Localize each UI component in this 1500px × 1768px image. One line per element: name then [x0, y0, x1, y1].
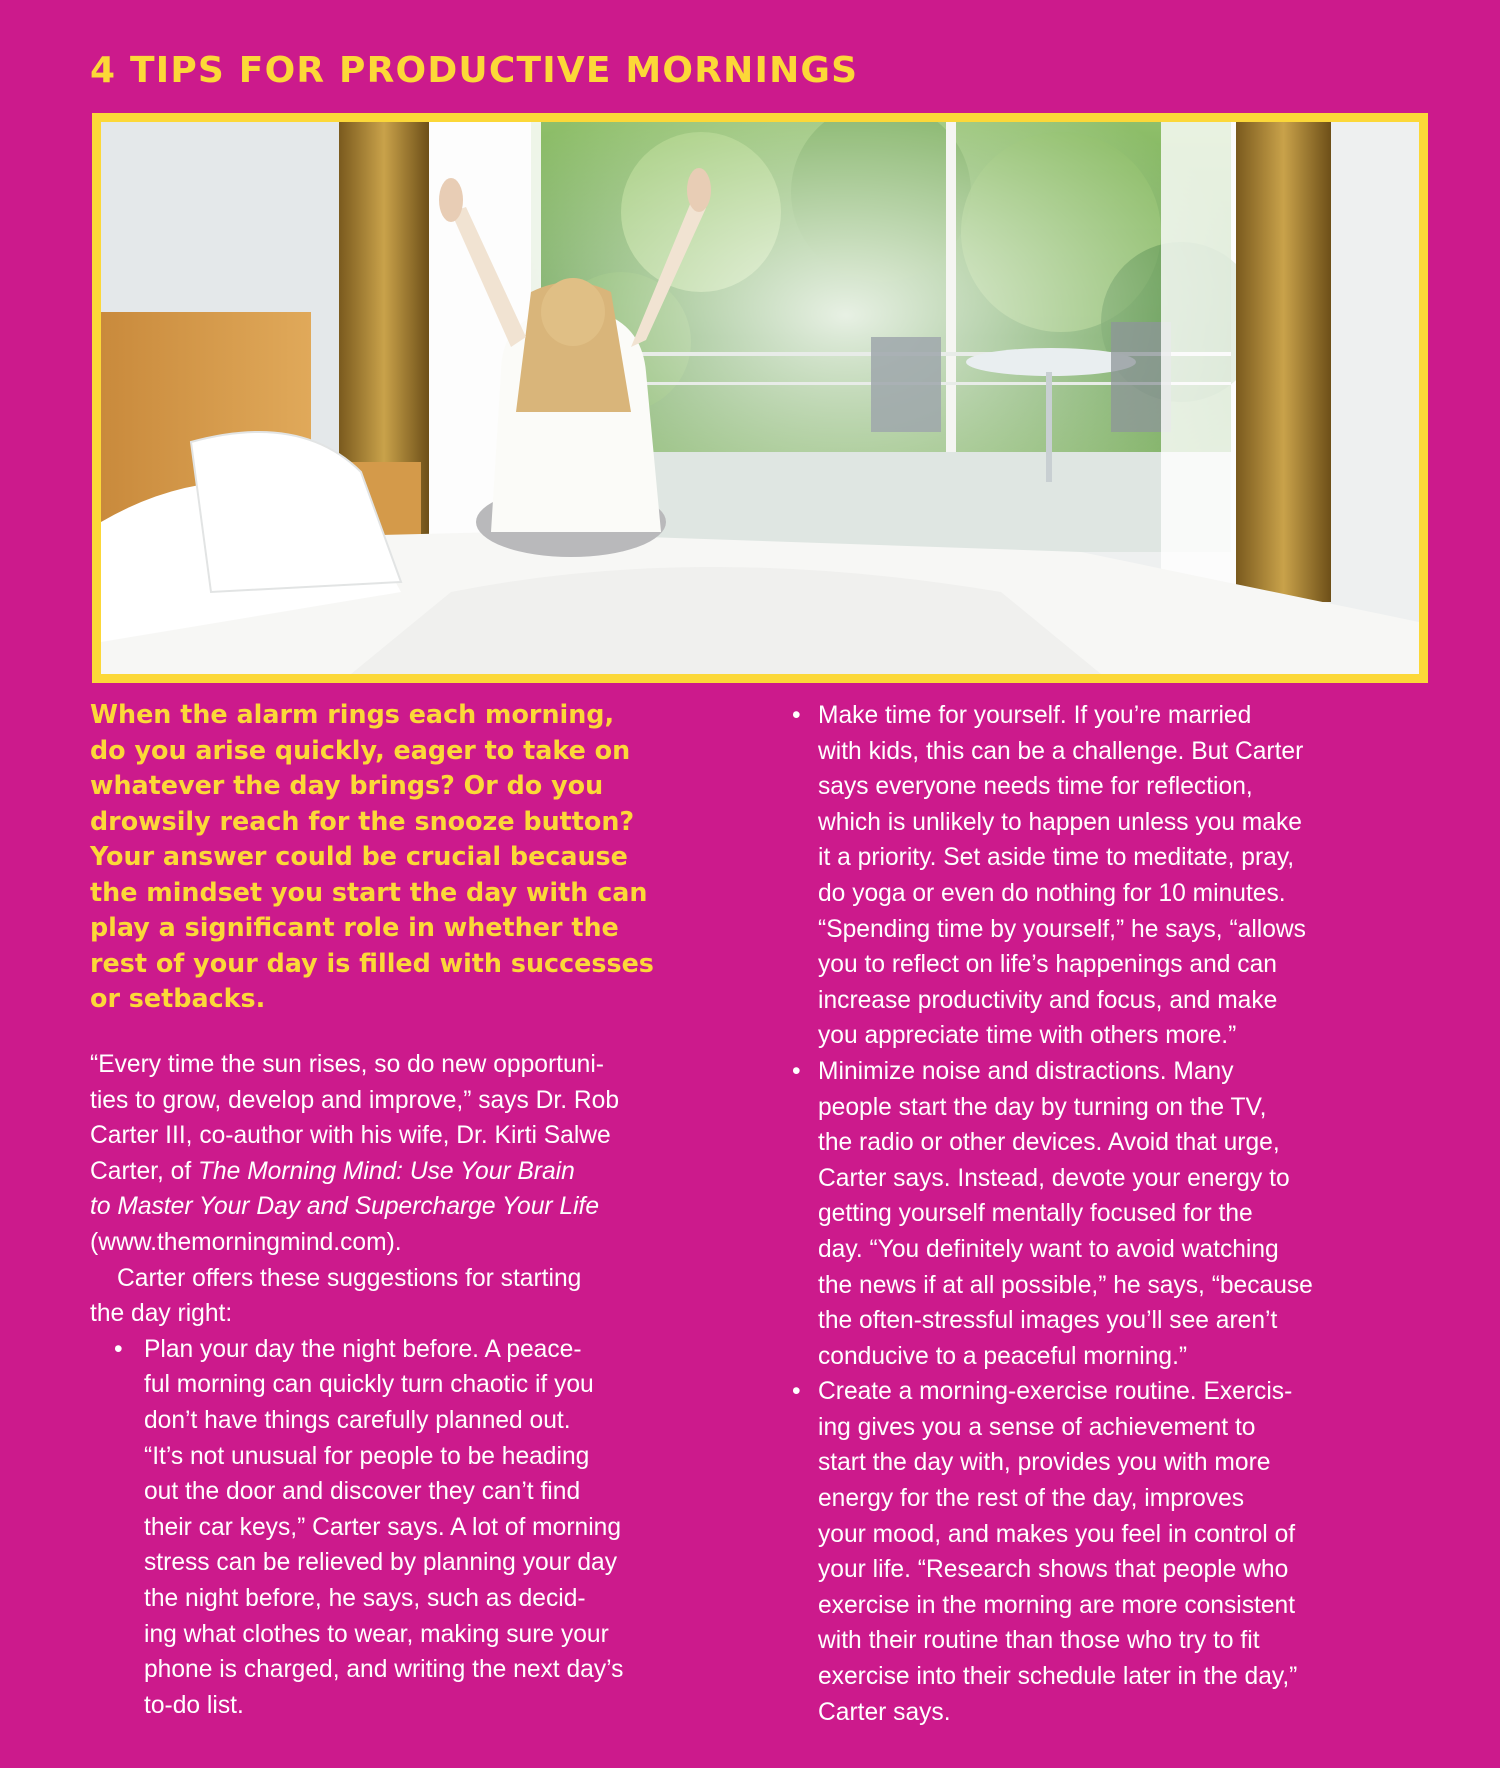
- book-line-prefix: Carter, of: [90, 1157, 198, 1185]
- tip-line: Minimize noise and distractions. Many: [818, 1057, 1234, 1085]
- bullet-icon: •: [792, 1057, 801, 1085]
- tip-line: exercise into their schedule later in the day,”: [818, 1663, 1298, 1691]
- bullet-icon: •: [792, 1378, 801, 1406]
- intro-line: Your answer could be crucial because: [90, 841, 628, 871]
- intro-paragraph: [90, 697, 750, 1017]
- tip-line: their car keys,” Carter says. A lot of morning: [144, 1513, 622, 1541]
- intro-line: the mindset you start the day with can: [90, 876, 648, 907]
- book-title: to Master Your Day and Supercharge Your Life: [90, 1193, 600, 1221]
- tip-item: [792, 1374, 1427, 1730]
- tip-line: out the door and discover they can’t find: [144, 1478, 581, 1506]
- suggestions-intro: [90, 1261, 730, 1332]
- body-line: Carter III, co-author with his wife, Dr. Kirti Salwe: [90, 1122, 611, 1150]
- tip-line: you to reflect on life’s happenings and can: [818, 951, 1277, 979]
- tip-line: “Spending time by yourself,” he says, “allows: [818, 915, 1306, 943]
- body-line: [90, 1154, 730, 1190]
- bullet-icon: •: [792, 702, 801, 729]
- tip-line: with kids, this can be a challenge. But Carter: [818, 737, 1304, 765]
- tip-line: the radio or other devices. Avoid that urge,: [818, 1129, 1280, 1157]
- tip-line: your life. “Research shows that people who: [818, 1556, 1289, 1584]
- quote-paragraph: [90, 1047, 730, 1261]
- bedroom-illustration: [101, 122, 1419, 674]
- tip-line: increase productivity and focus, and make: [818, 986, 1278, 1014]
- tip-line: phone is charged, and writing the next day’s: [144, 1656, 624, 1684]
- tip-line: ful morning can quickly turn chaotic if you: [144, 1371, 594, 1399]
- tip-line: the night before, he says, such as decid-: [144, 1584, 586, 1612]
- tip-line: people start the day by turning on the TV,: [818, 1093, 1267, 1121]
- tip-line: day. “You definitely want to avoid watching: [818, 1235, 1279, 1263]
- intro-line: do you arise quickly, eager to take on: [90, 734, 631, 765]
- article-title: 4 TIPS FOR PRODUCTIVE MORNINGS: [90, 50, 859, 91]
- tip-line: it a priority. Set aside time to meditate, pray,: [818, 844, 1295, 872]
- tip-line: do yoga or even do nothing for 10 minutes.: [818, 879, 1286, 907]
- tip-line: conducive to a peaceful morning.”: [818, 1342, 1188, 1370]
- intro-line: play a significant role in whether the: [90, 912, 619, 942]
- body-line: Carter offers these suggestions for starting: [117, 1264, 582, 1292]
- tip-line: energy for the rest of the day, improves: [818, 1485, 1245, 1513]
- tip-line: stress can be relieved by planning your day: [144, 1549, 618, 1577]
- tip-line: the news if at all possible,” he says, “because: [818, 1271, 1313, 1299]
- tip-line: Create a morning-exercise routine. Exercis-: [818, 1378, 1293, 1406]
- tip-line: don’t have things carefully planned out.: [144, 1406, 571, 1434]
- tip-line: which is unlikely to happen unless you make: [818, 808, 1302, 836]
- tips-list: [90, 1332, 730, 1724]
- tip-line: getting yourself mentally focused for the: [818, 1200, 1253, 1228]
- website-line: (www.themorningmind.com).: [90, 1228, 402, 1256]
- book-title: The Morning Mind: Use Your Brain: [197, 1157, 575, 1185]
- intro-line: or setbacks.: [90, 983, 266, 1013]
- body-line: “Every time the sun rises, so do new opportuni-: [90, 1051, 604, 1078]
- body-line: the day right:: [90, 1300, 233, 1328]
- tips-list: [792, 698, 1427, 1730]
- right-column: [792, 698, 1427, 1730]
- tip-line: says everyone needs time for reflection,: [818, 773, 1253, 801]
- tip-line: Carter says.: [818, 1698, 951, 1726]
- intro-line: When the alarm rings each morning,: [90, 699, 615, 729]
- left-column: [90, 1047, 730, 1723]
- tip-item: [792, 698, 1427, 1054]
- tip-line: Plan your day the night before. A peace-: [144, 1335, 582, 1363]
- hero-photo: [92, 113, 1428, 683]
- tip-item: [90, 1332, 730, 1724]
- body-line: [90, 1189, 730, 1225]
- intro-line: rest of your day is filled with successes: [90, 947, 654, 978]
- tip-line: to-do list.: [144, 1691, 244, 1719]
- tip-line: your mood, and makes you feel in control of: [818, 1520, 1296, 1548]
- tip-line: Carter says. Instead, devote your energy to: [818, 1164, 1290, 1192]
- tip-line: ing gives you a sense of achievement to: [818, 1413, 1256, 1441]
- body-line: ties to grow, develop and improve,” says Dr. Rob: [90, 1086, 620, 1114]
- tip-line: ing what clothes to wear, making sure your: [144, 1620, 609, 1648]
- tip-line: you appreciate time with others more.”: [818, 1022, 1237, 1050]
- tip-line: “It’s not unusual for people to be heading: [144, 1442, 590, 1470]
- tip-line: the often-stressful images you’ll see aren’t: [818, 1307, 1278, 1335]
- intro-line: drowsily reach for the snooze button?: [90, 805, 635, 836]
- tip-line: start the day with, provides you with more: [818, 1449, 1271, 1477]
- bullet-icon: •: [114, 1335, 123, 1363]
- tip-item: [792, 1054, 1427, 1374]
- intro-line: whatever the day brings? Or do you: [90, 770, 604, 800]
- tip-line: exercise in the morning are more consistent: [818, 1591, 1296, 1619]
- tip-line: with their routine than those who try to fit: [818, 1627, 1260, 1655]
- tip-line: Make time for yourself. If you’re married: [818, 702, 1252, 729]
